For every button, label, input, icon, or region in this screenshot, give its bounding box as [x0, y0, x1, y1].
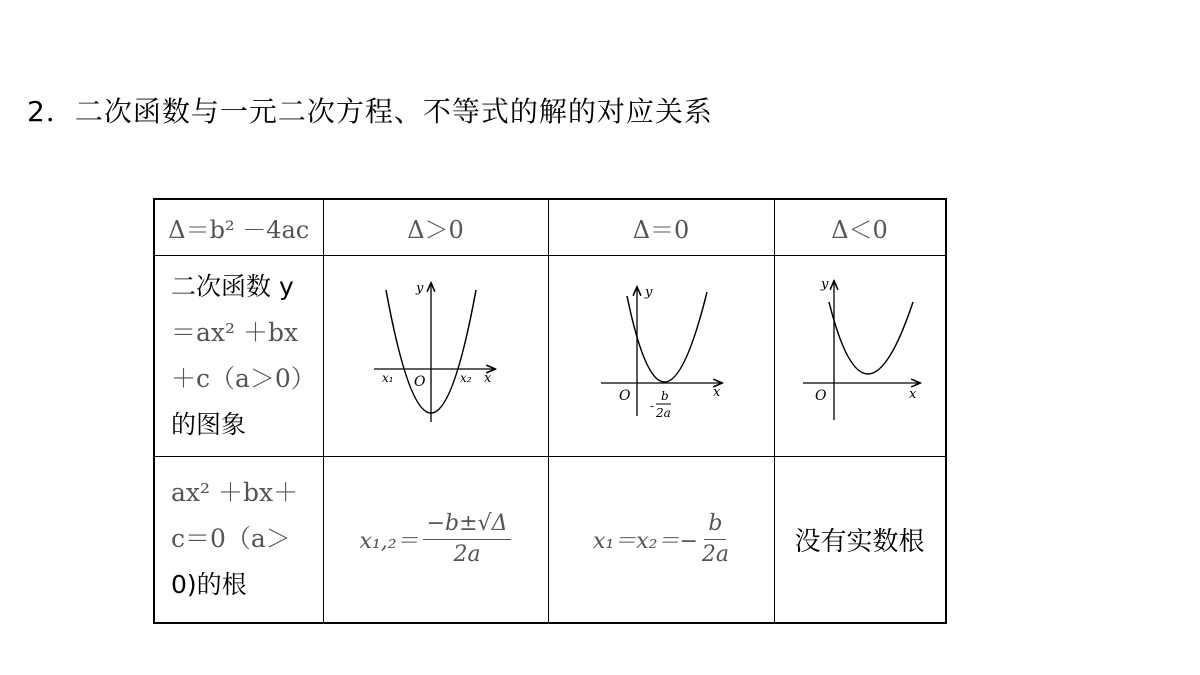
y-label: y	[644, 284, 652, 300]
double-root-numerator: b	[704, 511, 726, 540]
double-root-fraction	[702, 511, 729, 568]
header-delta-zero: Δ＝0	[548, 199, 774, 255]
parabola-no-root-graph	[775, 256, 945, 452]
root-x1-label: x₁	[381, 370, 394, 385]
formula-lhs: x₁,₂＝	[359, 528, 419, 554]
origin-label: O	[814, 387, 826, 404]
quadratic-formula	[360, 511, 512, 568]
vertex-denominator: 2a	[655, 405, 671, 420]
graph-label-line-2: ＝ax² ＋bx	[171, 317, 299, 347]
double-root-denominator: 2a	[701, 541, 729, 567]
vertex-sign: -	[649, 398, 654, 413]
section-heading: 2．二次函数与一元二次方程、不等式的解的对应关系	[27, 95, 713, 128]
double-root-formula	[593, 511, 729, 568]
formula-denominator: 2a	[453, 541, 481, 567]
graph-row-label	[154, 255, 323, 456]
double-root-lhs: x₁＝x₂＝−	[592, 528, 698, 554]
graph-delta-negative	[774, 255, 946, 456]
graph-label-line-4: 的图象	[171, 409, 247, 439]
origin-label: O	[413, 373, 425, 390]
x-label: x	[908, 386, 916, 402]
roots-label-line-1: ax² ＋bx＋	[171, 478, 299, 508]
graph-row	[154, 255, 946, 456]
parabola-curve	[829, 302, 913, 374]
origin-label: O	[618, 387, 630, 404]
no-real-root-text: 没有实数根	[794, 526, 925, 557]
graph-label-line-1: 二次函数 y	[171, 271, 294, 301]
graph-label-line-3: ＋c（a＞0）	[171, 363, 316, 393]
root-x2-label: x₂	[459, 370, 472, 385]
roots-row-label	[154, 456, 323, 623]
y-label: y	[820, 276, 828, 292]
header-row	[154, 199, 946, 255]
x-label: x	[712, 384, 720, 400]
roots-delta-positive	[323, 456, 548, 623]
x-label: x	[483, 370, 491, 386]
roots-delta-negative	[774, 456, 946, 623]
formula-numerator: −b±√Δ	[423, 511, 512, 540]
graph-delta-zero	[548, 255, 774, 456]
roots-label-line-2: c＝0（a＞	[171, 524, 291, 554]
roots-row	[154, 456, 946, 623]
header-delta-positive: Δ＞0	[323, 199, 548, 255]
roots-label-line-3: 0)的根	[171, 570, 247, 600]
parabola-two-roots-graph	[324, 256, 548, 452]
parabola-one-root-graph	[549, 256, 774, 452]
header-delta-definition: Δ＝b² －4ac	[154, 199, 323, 255]
formula-fraction	[423, 511, 512, 568]
y-label: y	[415, 280, 423, 296]
relation-table	[153, 198, 947, 624]
header-delta-negative: Δ＜0	[774, 199, 946, 255]
vertex-numerator: b	[660, 388, 669, 403]
parabola-curve	[627, 292, 707, 382]
roots-delta-zero	[548, 456, 774, 623]
graph-delta-positive	[323, 255, 548, 456]
